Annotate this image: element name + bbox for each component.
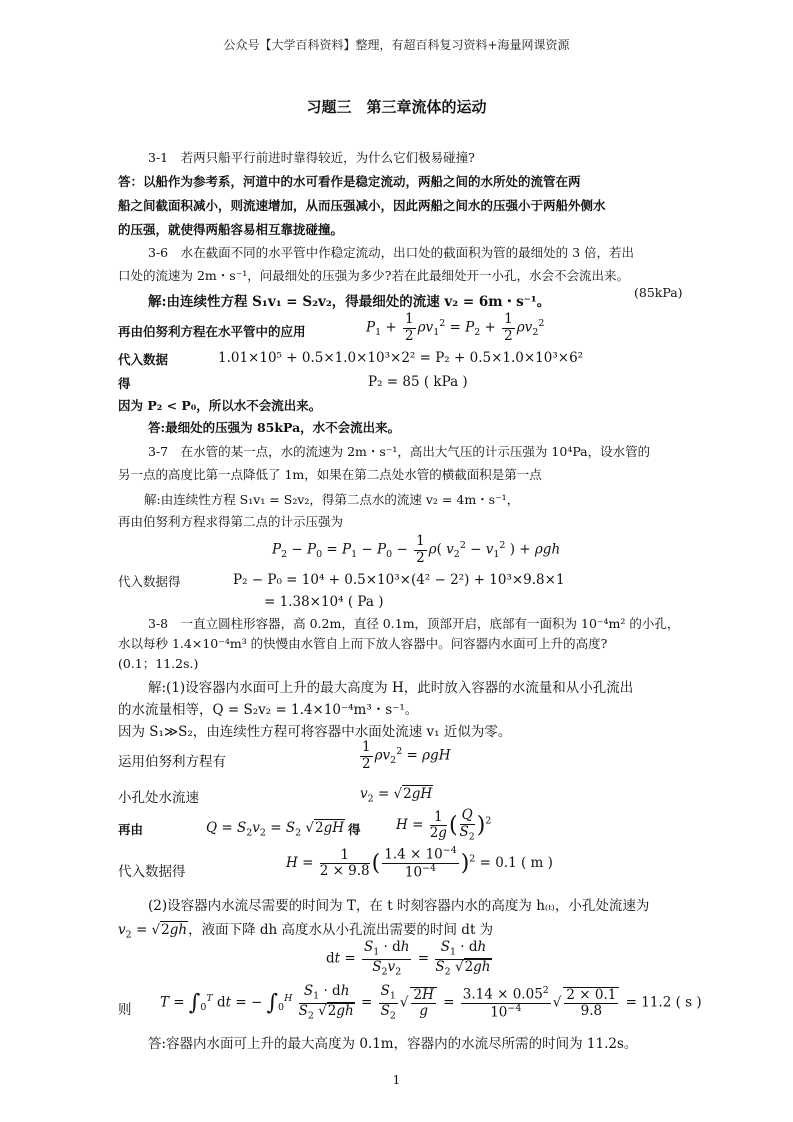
fraction-one-over-2x9-8: $\frac{1}{2 \times 9.8}$ bbox=[319, 846, 370, 880]
q38-solution-line-3: 因为 S₁≫S₂，由连续性方程可将容器中水面处流速 v₁ 近似为零。 bbox=[118, 724, 512, 740]
page-number: 1 bbox=[392, 1073, 401, 1087]
q38-time-integral: $T = \int_0^T$ dt = − $\int_0^H$ $\frac{S_1 \cdot dh}{S_2 √2gh}$ = $\frac{S_1}{S_2}$ √ $\frac{2H}{g}$ = $\frac{3.14 \times 0.05^2}{10^{-4}}$ √ $\frac{2 \times 0.1}{9.8}$ = 11.2 ( s ) bbox=[160, 983, 702, 1022]
q31-answer-line-3: 的压强，就使得两船容易相互靠拢碰撞。 bbox=[118, 222, 344, 237]
q38-velocity-equation: $v_2 = √2gH$ bbox=[360, 786, 433, 805]
fraction-half: $\frac{1}{2}$ bbox=[362, 739, 371, 772]
fraction-time-root: $\frac{2 \times 0.1}{9.8}$ bbox=[563, 987, 619, 1020]
q37-solution-line-2: 再由伯努利方程求得第二点的计示压强为 bbox=[118, 514, 344, 529]
q36-question-line-2: 口处的流速为 2m・s⁻¹，问最细处的压强为多少?若在此最细处开一小孔，水会不会流出来。 bbox=[118, 268, 630, 283]
q37-result-equation: = 1.38×10⁴ ( Pa ) bbox=[264, 594, 384, 610]
q37-question-line-2: 另一点的高度比第一点降低了 1m，如果在第二点处水管的横截面积是第一点 bbox=[118, 467, 542, 482]
q36-solution-line-3-label: 代入数据 bbox=[118, 352, 169, 367]
q36-final-answer: 答:最细处的压强为 85kPa，水不会流出来。 bbox=[148, 420, 401, 435]
page-header: 公众号【大学百科资料】整理，有超百科复习资料+海量网课资源 bbox=[223, 38, 570, 52]
q36-solution-line-4-label: 得 bbox=[118, 376, 131, 391]
q37-substituted-equation: P₂ − P₀ = 10⁴ + 0.5×10³×(4² − 2²) + 10³×9.8×1 bbox=[233, 572, 565, 588]
fraction-half: $\frac{1}{2}$ bbox=[405, 311, 414, 344]
q38-solution-line-5-label: 小孔处水流速 bbox=[118, 790, 199, 806]
q38-final-answer: 答:容器内水面可上升的最大高度为 0.1m，容器内的水流尽所需的时间为 11.2s。 bbox=[148, 1036, 638, 1052]
fraction-integrand: $\frac{S_1 \cdot dh}{S_2 √2gh}$ bbox=[298, 983, 354, 1022]
page-title: 习题三 第三章流体的运动 bbox=[306, 98, 487, 116]
q36-substituted-equation: 1.01×10⁵ + 0.5×1.0×10³×2² = P₂ + 0.5×1.0×10³×6² bbox=[218, 350, 584, 366]
q38-height-numeric: H = $\frac{1}{2 \times 9.8}$ ( $\frac{1.4 \times 10^{-4}}{10^{-4}}$ )$^2$ = 0.1 ( m ) bbox=[286, 845, 553, 881]
q38-solution-line-11-label: 则 bbox=[118, 1002, 132, 1018]
q37-bernoulli-equation: $P_2 - P_0 = P_1 - P_0$ − $\frac{1}{2}$ ρ( $v_2^2 - v_1^2$ ) + ρgh bbox=[272, 533, 561, 566]
q38-solution-line-4-label: 运用伯努利方程有 bbox=[118, 754, 226, 770]
q37-solution-line-4-label: 代入数据得 bbox=[118, 574, 181, 589]
q36-answer-hint: (85kPa) bbox=[634, 285, 683, 300]
fraction-2h-over-g: $\frac{2H}{g}$ bbox=[410, 987, 436, 1020]
q37-question-line-1: 3-7 在水管的某一点，水的流速为 2m・s⁻¹，高出大气压的计示压强为 10⁴Pa，设水管的 bbox=[148, 444, 651, 459]
fraction-area-ratio: $\frac{3.14 \times 0.05^2}{10^{-4}}$ bbox=[462, 984, 549, 1021]
q31-answer-line-1: 答：以船作为参考系，河道中的水可看作是稳定流动，两船之间的水所处的流管在两 bbox=[118, 174, 581, 189]
q38-solution-line-6-mid: 得 bbox=[348, 822, 361, 837]
q38-solution-line-2: 的水流量相等，Q = S₂v₂ = 1.4×10⁻⁴m³・s⁻¹。 bbox=[118, 702, 419, 718]
fraction-q-over-s2: $\frac{Q}{S_2}$ bbox=[459, 807, 475, 843]
fraction-flow-over-area: $\frac{1.4 \times 10^{-4}}{10^{-4}}$ bbox=[384, 845, 457, 881]
q38-height-formula: H = $\frac{1}{2g}$ ( $\frac{Q}{S_2}$ )$^2$ bbox=[396, 807, 492, 843]
q38-solution-line-7-label: 代入数据得 bbox=[118, 864, 186, 880]
q36-solution-line-5: 因为 P₂ < P₀，所以水不会流出来。 bbox=[118, 398, 322, 413]
q36-question-line-1: 3-6 水在截面不同的水平管中作稳定流动，出口处的截面积为管的最细处的 3 倍，若出 bbox=[148, 245, 635, 260]
q38-question-line-3: (0.1；11.2s.) bbox=[118, 656, 199, 671]
q38-dt-equation: dt = $\frac{S_1 \cdot dh}{S_2v_2}$ = $\frac{S_1 \cdot dh}{S_2 √2gh}$ bbox=[326, 939, 491, 978]
fraction-s1-over-s2: $\frac{S_1}{S_2}$ bbox=[380, 983, 396, 1022]
q36-solution-line-2-label: 再由伯努利方程在水平管中的应用 bbox=[118, 324, 306, 339]
q38-flow-equation: $Q = S_2v_2 = S_2$ √2gH bbox=[206, 820, 344, 839]
q38-solution-line-9: $v_2 = √2gh$，液面下降 dh 高度水从小孔流出需要的时间 dt 为 bbox=[118, 922, 494, 941]
q38-solution-line-9-tail: ，液面下降 dh 高度水从小孔流出需要的时间 dt 为 bbox=[188, 922, 494, 938]
q38-solution-line-6-label: 再由 bbox=[118, 822, 144, 837]
q31-answer-line-2: 船之间截面积减小，则流速增加，从而压强减小，因此两船之间水的压强小于两船外侧水 bbox=[118, 198, 606, 213]
fraction-half: $\frac{1}{2}$ bbox=[504, 311, 513, 344]
q38-question-line-1: 3-8 一直立圆柱形容器，高 0.2m，直径 0.1m，顶部开启，底部有一面积为 10⁻⁴m² 的小孔， bbox=[148, 616, 680, 631]
q31-question: 3-1 若两只船平行前进时靠得较近，为什么它们极易碰撞? bbox=[148, 150, 475, 165]
fraction-dh-over-s2v2: $\frac{S_1 \cdot dh}{S_2v_2}$ bbox=[364, 939, 410, 978]
q38-bernoulli-equation: $\frac{1}{2}$ $\rho v_2^2 = \rho gH$ bbox=[362, 739, 451, 772]
q36-solution-line-1: 解:由连续性方程 S₁v₁ = S₂v₂，得最细处的流速 v₂ = 6m・s⁻¹。 bbox=[148, 294, 551, 310]
fraction-dh-over-s2-root: $\frac{S_1 \cdot dh}{S_2 √2gh}$ bbox=[435, 939, 491, 978]
q38-solution-line-8: (2)设容器内水流尽需要的时间为 T，在 t 时刻容器内水的高度为 h₍ₜ₎，小孔处流速为 bbox=[148, 898, 650, 914]
q37-solution-line-1: 解:由连续性方程 S₁v₁ = S₂v₂，得第二点水的流速 v₂ = 4m・s⁻¹， bbox=[144, 492, 520, 507]
q36-result-equation: P₂ = 85 ( kPa ) bbox=[368, 374, 468, 390]
q38-solution-line-1: 解:(1)设容器内水面可上升的最大高度为 H，此时放入容器的水流量和从小孔流出 bbox=[148, 680, 634, 696]
fraction-half: $\frac{1}{2}$ bbox=[416, 533, 425, 566]
bernoulli-horizontal-equation: $P_1$ + $\frac{1}{2}$ $\rho v_1^2 = P_2$ + $\frac{1}{2}$ $\rho v_2^2$ bbox=[366, 311, 545, 344]
fraction-one-over-2g: $\frac{1}{2g}$ bbox=[429, 808, 447, 842]
q38-question-line-2: 水以每秒 1.4×10⁻⁴m³ 的快慢由水管自上而下放人容器中。问容器内水面可上升的高度? bbox=[118, 636, 608, 651]
